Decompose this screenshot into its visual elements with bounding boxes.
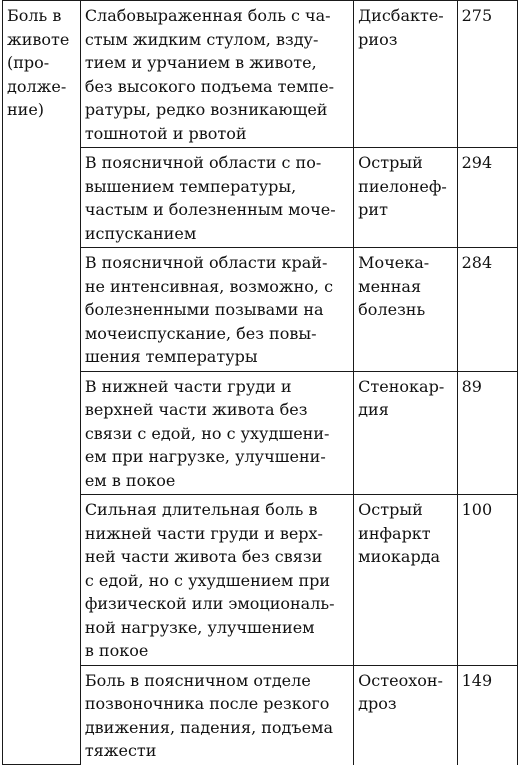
description-line: верхней части живота без: [84, 400, 308, 419]
page-number: 284: [461, 253, 493, 272]
table-row: [3, 1, 518, 148]
description-line: без высокого подъема темпе-: [84, 76, 334, 96]
description-line: нижней части груди и верх-: [84, 523, 323, 543]
description-line: болезненными позывами на: [84, 300, 324, 319]
symptom-table: [2, 0, 518, 765]
description-line: шения температуры: [84, 347, 258, 366]
description-cell: [80, 495, 353, 666]
symptom-cell: [3, 1, 81, 765]
description-line: ней части живота без связи: [84, 547, 323, 566]
page-number-cell: [457, 248, 517, 372]
description-line: ем в покое: [84, 470, 176, 490]
diagnosis-line: дроз: [358, 694, 397, 713]
diagnosis-line: инфаркт: [358, 523, 431, 543]
description-line: мочеиспускание, без повы-: [84, 323, 317, 343]
page-number: 89: [461, 376, 482, 396]
page-number: 294: [461, 153, 493, 172]
diagnosis-cell: [354, 148, 457, 248]
description-line: В поясничной области с по-: [84, 153, 322, 172]
description-line: В поясничной области край-: [84, 253, 328, 272]
diagnosis-line: пиелонеф-: [358, 176, 447, 196]
description-line: позвоночника после резкого: [84, 694, 330, 713]
description-line: с едой, но с ухудшением при: [84, 570, 331, 590]
description-line: Сильная длительная боль в: [84, 500, 318, 519]
diagnosis-line: болезнь: [358, 300, 426, 319]
description-cell: [80, 371, 353, 495]
description-line: движения, падения, подъема: [84, 717, 334, 737]
description-line: не интенсивная, возможно, с: [84, 276, 334, 296]
page-number: 149: [461, 670, 493, 690]
description-line: связи с едой, но с ухудшени-: [84, 423, 330, 443]
description-line: Слабовыраженная боль с ча-: [84, 6, 331, 25]
diagnosis-line: дия: [358, 400, 389, 419]
description-cell: [80, 148, 353, 248]
diagnosis-cell: [354, 1, 457, 148]
diagnosis-line: Острый: [358, 153, 423, 172]
diagnosis-line: Стенокар-: [358, 376, 445, 396]
description-line: стым жидким стулом, взду-: [84, 29, 319, 49]
table-row: [3, 148, 518, 248]
table-row: [3, 248, 518, 372]
description-line: частым и болезненным моче-: [84, 200, 336, 219]
diagnosis-line: менная: [358, 276, 422, 296]
diagnosis-line: Дисбакте-: [358, 6, 444, 25]
diagnosis-line: рит: [358, 200, 388, 219]
description-line: ной нагрузке, улучшением: [84, 617, 315, 637]
description-line: Боль в поясничном отделе: [84, 670, 311, 690]
symptom-text-line: ние): [7, 100, 45, 119]
symptom-text-line: долже-: [7, 76, 67, 96]
description-line: тошнотой и рвотой: [84, 123, 247, 143]
diagnosis-cell: [354, 371, 457, 495]
diagnosis-line: Мочека-: [358, 253, 430, 272]
page-number-cell: [457, 1, 517, 148]
page-number: 275: [461, 6, 493, 25]
table-row: [3, 665, 518, 765]
page-number: 100: [461, 500, 493, 519]
symptom-text-line: (про-: [7, 53, 50, 72]
description-line: ем при нагрузке, улучшени-: [84, 447, 326, 466]
table-row: [3, 371, 518, 495]
symptom-table-body: [3, 1, 518, 765]
diagnosis-line: Острый: [358, 500, 423, 519]
description-cell: [80, 1, 353, 148]
description-line: ратуры, редко возникающей: [84, 100, 328, 119]
description-line: В нижней части груди и: [84, 376, 292, 396]
symptom-text-line: животе: [7, 29, 70, 49]
diagnosis-line: миокарда: [358, 547, 441, 566]
page-number-cell: [457, 148, 517, 248]
description-line: тием и урчанием в животе,: [84, 53, 317, 72]
diagnosis-cell: [354, 495, 457, 666]
table-row: [3, 495, 518, 666]
diagnosis-line: Остеохон-: [358, 670, 443, 690]
description-cell: [80, 248, 353, 372]
diagnosis-cell: [354, 248, 457, 372]
page-number-cell: [457, 495, 517, 666]
description-line: вышением температуры,: [84, 176, 297, 196]
page-number-cell: [457, 371, 517, 495]
description-cell: [80, 665, 353, 765]
description-line: физической или эмоциональ-: [84, 594, 335, 613]
page-number-cell: [457, 665, 517, 765]
description-line: тяжести: [84, 741, 157, 760]
description-line: в покое: [84, 641, 149, 660]
diagnosis-line: риоз: [358, 29, 398, 49]
diagnosis-cell: [354, 665, 457, 765]
description-line: испусканием: [84, 223, 197, 243]
symptom-text-line: Боль в: [7, 6, 62, 25]
